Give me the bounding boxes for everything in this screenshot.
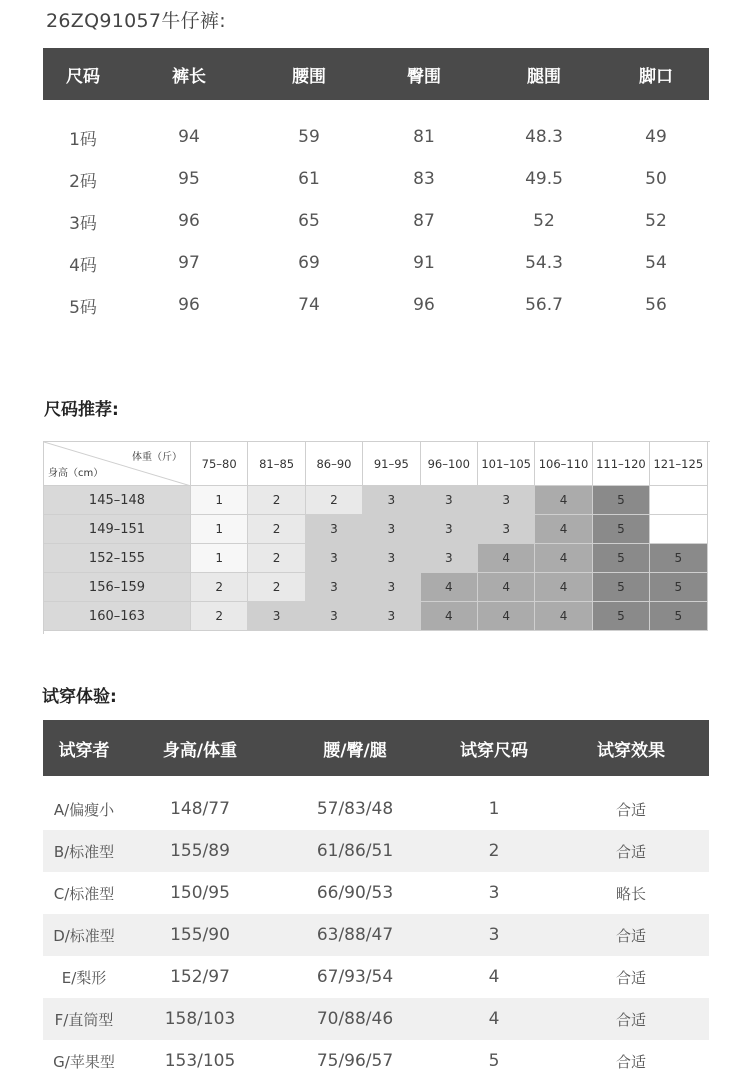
size-cell-hem: 52 [645,211,667,231]
recommended-size-cell: 3 [478,515,535,544]
recommended-size-cell: 4 [478,573,535,602]
header-hem: 脚口 [639,66,673,87]
size-cell-length: 96 [178,211,200,231]
header-waist: 腰围 [292,66,326,87]
fitting-cell-measurements: 63/88/47 [316,925,394,945]
fitting-cell-measurements: 67/93/54 [316,967,394,987]
recommendation-row [44,573,710,602]
fitting-row [43,956,709,998]
header-measurements: 腰/臀/腿 [323,740,387,761]
fitting-cell-tried-size: 5 [488,1051,500,1071]
size-cell-hip: 87 [413,211,435,231]
recommended-size-cell: 4 [421,573,478,602]
fitting-cell-tester: A/偏瘦小 [53,800,115,819]
fitting-cell-tester: D/标准型 [53,926,115,945]
fitting-cell-fit-result: 略长 [615,884,646,903]
size-recommendation-heading: 尺码推荐: [44,400,119,420]
size-cell-hip: 91 [413,253,435,273]
size-cell-hem: 49 [645,127,667,147]
weight-range-header: 91–95 [363,442,420,486]
fitting-row [43,998,709,1040]
fitting-cell-height-weight: 153/105 [164,1051,236,1071]
fitting-cell-measurements: 57/83/48 [316,799,394,819]
size-cell-thigh: 56.7 [525,295,563,315]
size-cell-hem: 50 [645,169,667,189]
size-row [43,200,709,242]
header-height-weight: 身高/体重 [162,740,238,761]
fitting-cell-tried-size: 2 [488,841,500,861]
size-cell-waist: 69 [298,253,320,273]
weight-range-header: 75–80 [191,442,248,486]
size-cell-thigh: 49.5 [525,169,563,189]
recommendation-row [44,602,710,631]
recommended-size-cell: 4 [535,486,592,515]
recommended-size-cell: 5 [650,544,707,573]
fitting-cell-tester: C/标准型 [53,884,115,903]
header-hip: 臀围 [407,66,441,87]
size-cell-size: 5码 [69,297,97,318]
size-cell-size: 2码 [69,171,97,192]
recommended-size-cell: 3 [306,602,363,631]
fitting-cell-fit-result: 合适 [615,800,646,819]
recommended-size-cell: 3 [248,602,305,631]
recommended-size-cell: 3 [363,515,420,544]
recommended-size-cell: 4 [535,602,592,631]
size-cell-hip: 81 [413,127,435,147]
fitting-cell-height-weight: 155/89 [170,841,230,861]
height-range-label: 160–163 [44,602,191,631]
fitting-cell-tried-size: 4 [488,1009,500,1029]
recommended-size-cell: 2 [306,486,363,515]
recommended-size-cell: 1 [191,515,248,544]
recommended-size-cell: 5 [650,573,707,602]
recommended-size-cell: 5 [593,486,650,515]
recommended-size-cell: 4 [535,515,592,544]
recommended-size-cell: 5 [650,602,707,631]
recommended-size-cell: 5 [593,544,650,573]
size-cell-length: 95 [178,169,200,189]
fitting-cell-tried-size: 4 [488,967,500,987]
fitting-cell-fit-result: 合适 [615,842,646,861]
recommended-size-cell: 4 [535,544,592,573]
recommended-size-cell: 3 [421,486,478,515]
weight-range-header: 106–110 [535,442,592,486]
height-range-label: 145–148 [44,486,191,515]
recommended-size-cell: 3 [363,544,420,573]
weight-range-header: 81–85 [248,442,305,486]
recommended-size-cell: 2 [248,486,305,515]
fitting-cell-tried-size: 3 [488,883,500,903]
recommended-size-cell [650,515,707,544]
size-cell-thigh: 54.3 [525,253,563,273]
size-cell-waist: 74 [298,295,320,315]
size-cell-hem: 54 [645,253,667,273]
size-cell-size: 1码 [69,129,97,150]
fitting-cell-height-weight: 158/103 [164,1009,236,1029]
fitting-cell-height-weight: 148/77 [170,799,230,819]
weight-range-header: 101–105 [478,442,535,486]
recommended-size-cell [650,486,707,515]
size-cell-hip: 96 [413,295,435,315]
size-row [43,284,709,326]
weight-range-header: 86–90 [306,442,363,486]
size-cell-size: 3码 [69,213,97,234]
recommended-size-cell: 3 [363,486,420,515]
size-row [43,242,709,284]
size-cell-length: 96 [178,295,200,315]
recommended-size-cell: 3 [363,573,420,602]
weight-range-header: 121–125 [650,442,707,486]
recommended-size-cell: 4 [478,544,535,573]
recommended-size-cell: 2 [248,573,305,602]
header-tried-size: 试穿尺码 [460,740,528,761]
fitting-cell-measurements: 66/90/53 [316,883,394,903]
product-title: 26ZQ91057牛仔裤: [46,10,226,32]
size-cell-hem: 56 [645,295,667,315]
size-chart-header [43,48,709,100]
recommendation-row [44,515,710,544]
recommended-size-cell: 5 [593,602,650,631]
recommendation-row [44,544,710,573]
fitting-heading: 试穿体验: [42,687,117,707]
recommendation-row [44,486,710,515]
fitting-row [43,1040,709,1082]
recommended-size-cell: 3 [478,486,535,515]
size-row [43,116,709,158]
recommended-size-cell: 4 [421,602,478,631]
height-axis-label: 身高（cm） [48,468,104,479]
height-range-label: 156–159 [44,573,191,602]
header-fit-result: 试穿效果 [597,740,665,761]
recommended-size-cell: 3 [421,544,478,573]
recommended-size-cell: 4 [478,602,535,631]
fitting-cell-tester: B/标准型 [53,842,115,861]
fitting-cell-fit-result: 合适 [615,1010,646,1029]
fitting-cell-measurements: 61/86/51 [316,841,394,861]
fitting-cell-fit-result: 合适 [615,926,646,945]
size-row [43,158,709,200]
fitting-cell-fit-result: 合适 [615,1052,646,1071]
fitting-header [43,720,709,776]
size-cell-waist: 65 [298,211,320,231]
fitting-cell-tester: F/直筒型 [54,1010,114,1029]
fitting-row [43,914,709,956]
size-cell-waist: 61 [298,169,320,189]
weight-range-header: 96–100 [421,442,478,486]
recommended-size-cell: 2 [191,602,248,631]
recommended-size-cell: 4 [535,573,592,602]
size-cell-length: 94 [178,127,200,147]
fitting-cell-height-weight: 150/95 [170,883,230,903]
fitting-cell-tester: G/苹果型 [53,1052,115,1071]
recommended-size-cell: 3 [363,602,420,631]
header-size: 尺码 [66,66,100,87]
size-cell-length: 97 [178,253,200,273]
fitting-table [43,720,709,1082]
fitting-cell-height-weight: 152/97 [170,967,230,987]
size-cell-thigh: 48.3 [525,127,563,147]
recommended-size-cell: 3 [306,573,363,602]
recommended-size-cell: 2 [191,573,248,602]
recommended-size-cell: 2 [248,544,305,573]
grid-corner-cell [44,442,191,486]
size-cell-thigh: 52 [533,211,555,231]
recommended-size-cell: 3 [306,544,363,573]
fitting-row [43,788,709,830]
recommendation-header-row [44,442,710,486]
size-recommendation-grid [43,441,710,634]
fitting-row [43,830,709,872]
recommended-size-cell: 5 [593,515,650,544]
recommended-size-cell: 3 [306,515,363,544]
recommended-size-cell: 1 [191,544,248,573]
fitting-cell-tester: E/梨形 [61,968,107,987]
weight-axis-label: 体重（斤） [132,452,182,463]
fitting-cell-height-weight: 155/90 [170,925,230,945]
fitting-cell-measurements: 75/96/57 [316,1051,394,1071]
height-range-label: 149–151 [44,515,191,544]
recommended-size-cell: 3 [421,515,478,544]
size-chart-table [43,48,709,326]
fitting-cell-tried-size: 3 [488,925,500,945]
recommended-size-cell: 2 [248,515,305,544]
fitting-row [43,872,709,914]
height-range-label: 152–155 [44,544,191,573]
size-cell-size: 4码 [69,255,97,276]
weight-range-header: 111–120 [593,442,650,486]
size-cell-waist: 59 [298,127,320,147]
header-tester: 试穿者 [58,740,110,761]
size-cell-hip: 83 [413,169,435,189]
header-length: 裤长 [172,66,206,87]
fitting-cell-tried-size: 1 [488,799,500,819]
recommended-size-cell: 1 [191,486,248,515]
fitting-cell-fit-result: 合适 [615,968,646,987]
recommended-size-cell: 5 [593,573,650,602]
header-thigh: 腿围 [527,66,561,87]
fitting-cell-measurements: 70/88/46 [316,1009,394,1029]
